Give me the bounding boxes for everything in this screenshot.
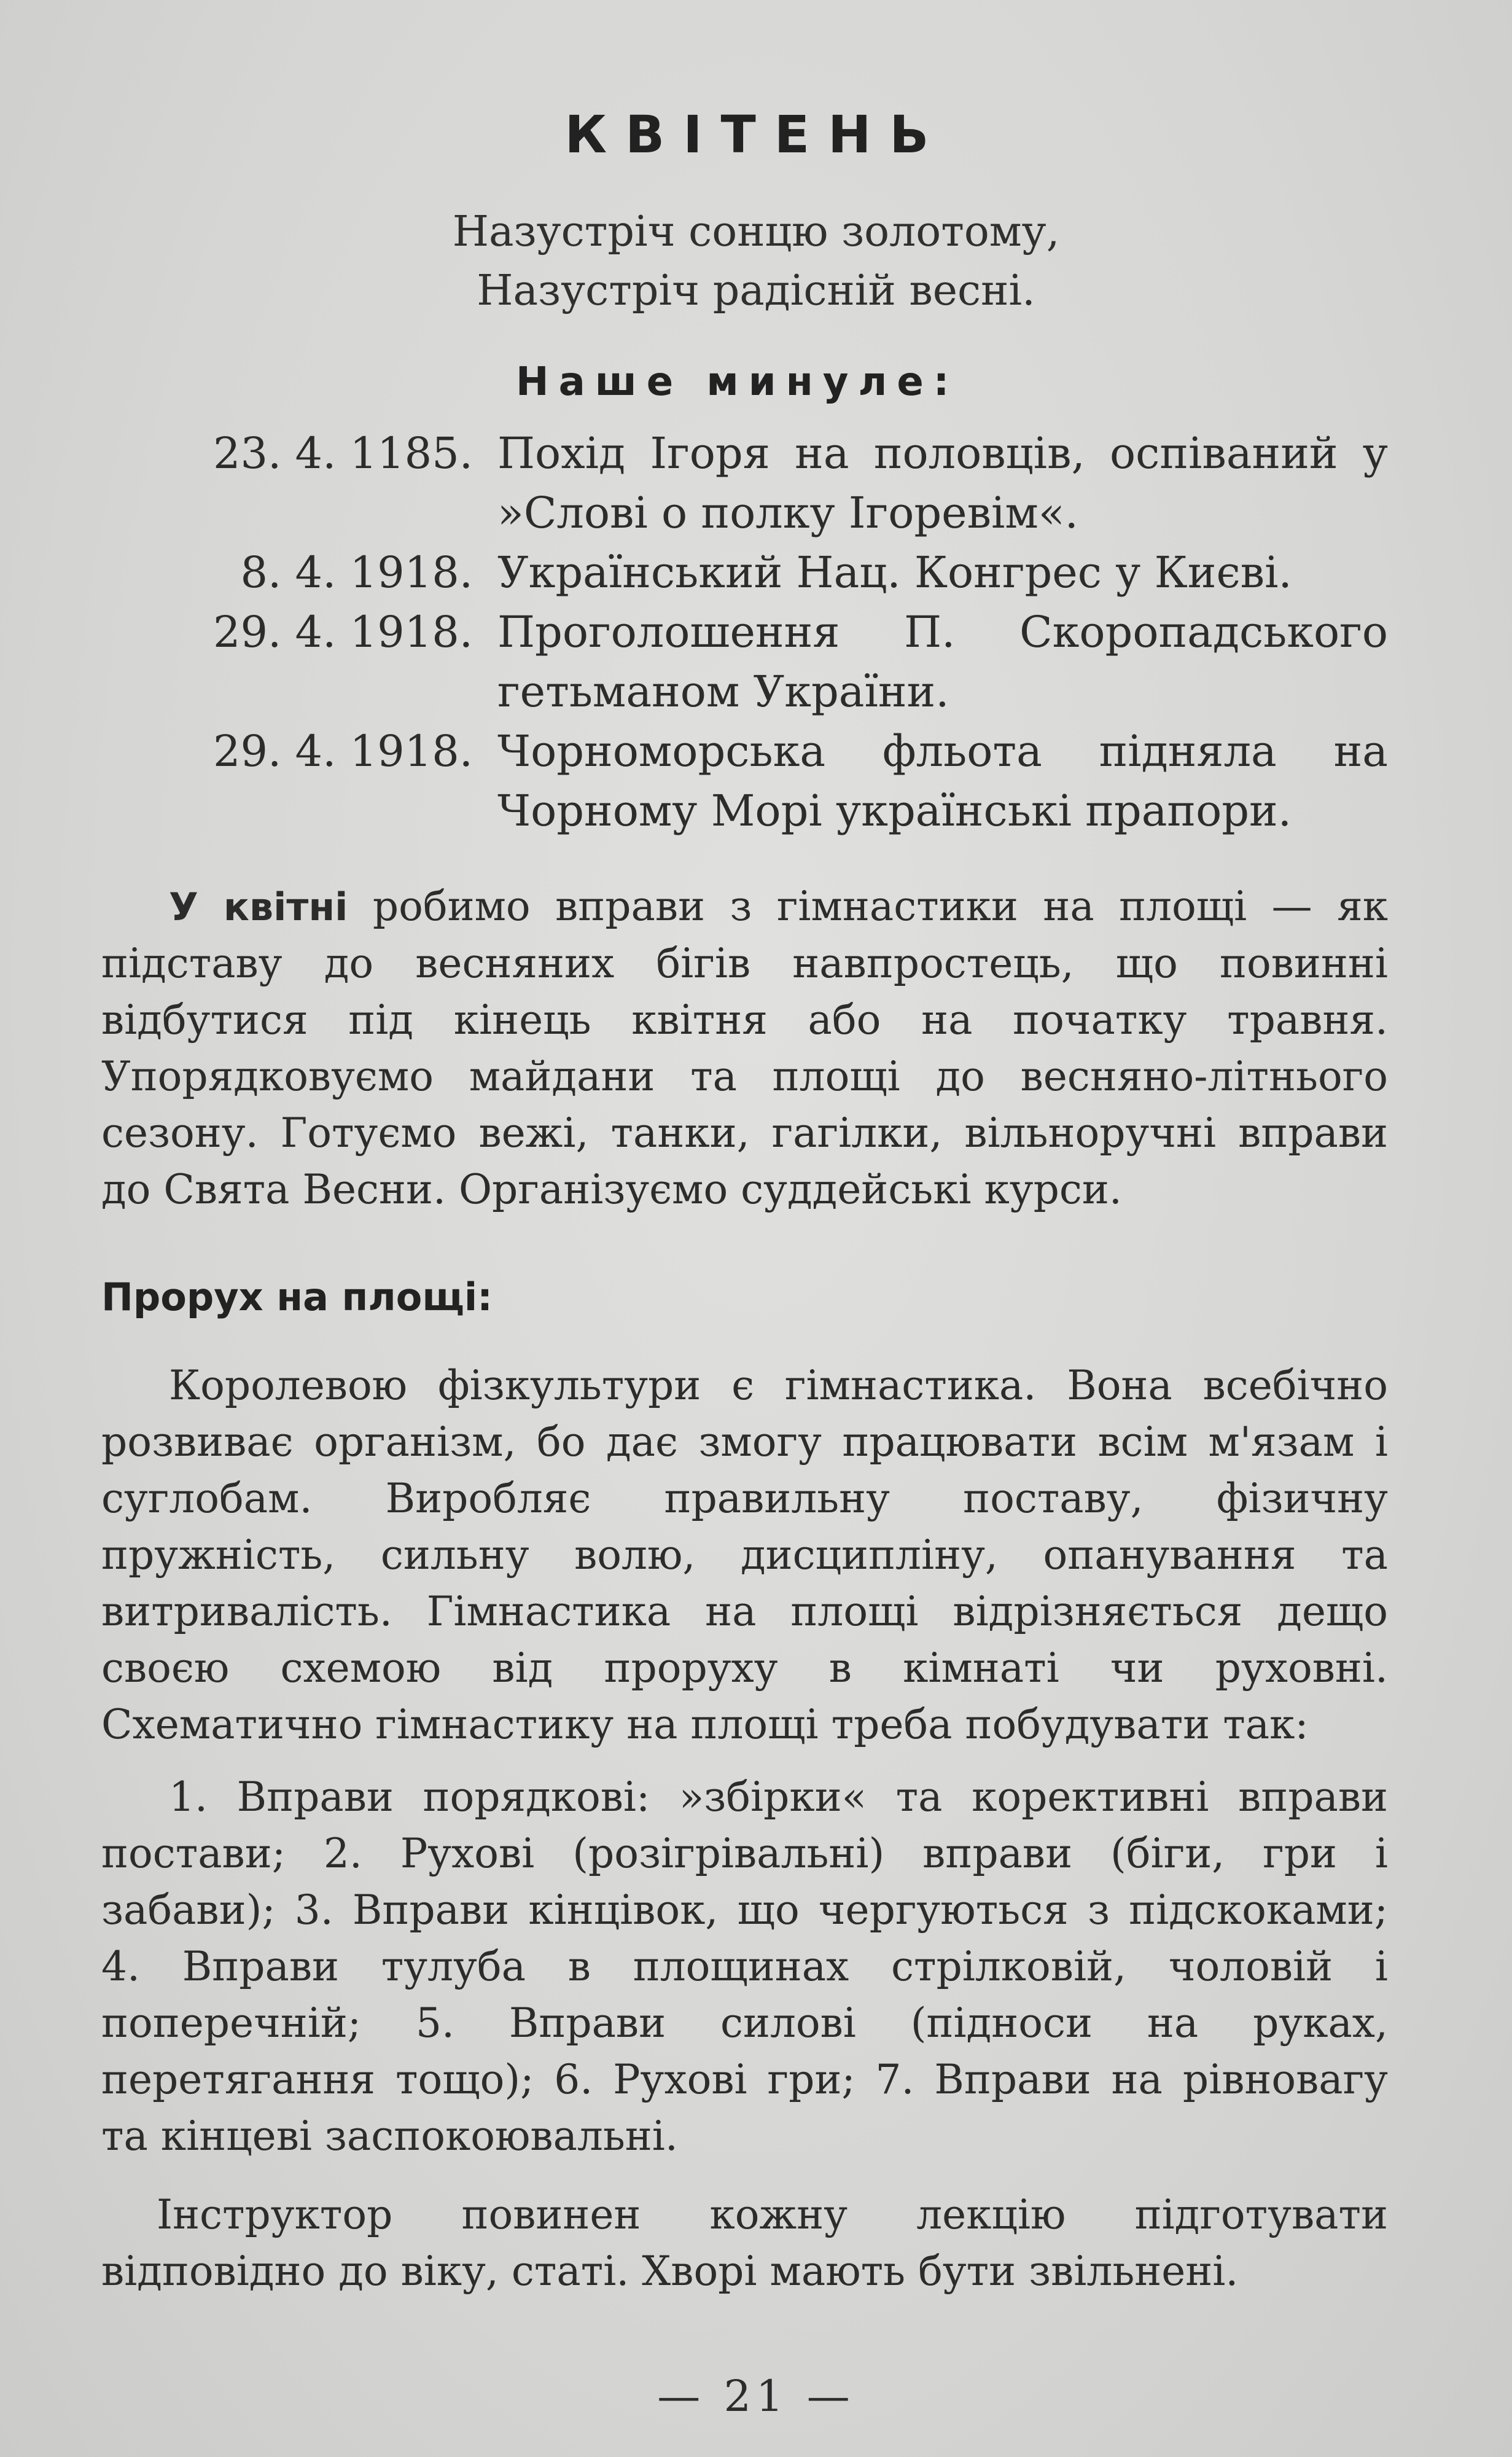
motto — [0, 203, 1512, 321]
past-heading: Наше минуле: — [516, 359, 959, 405]
event-text: Український Нац. Конгрес у Києві. — [497, 547, 1292, 598]
exercise-list-paragraph: 1. Вправи порядкові: »збірки« та корективні вправи постави; 2. Рухові (розігрівальні) вправи (біги, гри і забави); 3. Вправи кінцівок, що чергуються з підскоками; 4. Вправи тулуба в площинах стрілковій, чоловій і поперечній; 5. Вправи силові (підноси на руках, перетягання тощо); 6. Рухові гри; 7. Вправи на рівновагу та кінцеві заспокоювальні. — [101, 1773, 1388, 2160]
event-date: 8. 4. 1918. — [240, 547, 473, 598]
month-title: КВІТЕНЬ — [564, 104, 948, 165]
event-item — [166, 603, 1388, 722]
event-date: 29. 4. 1918. — [212, 607, 473, 657]
april-paragraph — [101, 878, 1388, 1218]
instructor-paragraph: Інструктор повинен кожну лекцію підготувати відповідно до віку, статі. Хворі мають бути звільнені. — [101, 2191, 1388, 2295]
section-heading: Прорух на площі: — [101, 1275, 493, 1319]
event-date: 23. 4. 1185. — [212, 428, 473, 479]
event-item — [166, 424, 1388, 543]
april-text: робимо вправи з гімнастики на площі — як підставу до весняних бігів навпростець, що повинні відбутися під кінець квітня або на початку травня. Упорядковуємо майдани та площі до весняно-літнього сезону. Готуємо вежі, танки, гагілки, вільноручні вправи до Свята Весни. Організуємо суддейські курси. — [101, 883, 1388, 1213]
event-item — [166, 543, 1388, 603]
april-lead: У квітні — [169, 885, 348, 929]
event-item — [166, 722, 1388, 841]
event-date: 29. 4. 1918. — [212, 726, 473, 776]
gymnastics-paragraph: Королевою фізкультури є гімнастика. Вона всебічно розвиває організм, бо дає змогу працювати всім м'язам і суглобам. Виробляє правильну поставу, фізичну пружність, сильну волю, дисципліну, опанування та витривалість. Гімнастика на площі відрізняється дещо своєю схемою від проруху в кімнаті чи руховні. Схематично гімнастику на площі треба побудувати так: — [101, 1362, 1388, 1748]
event-text: Чорноморська фльота підняла на Чорному Морі українські прапори. — [497, 726, 1388, 836]
page-number: — 21 — — [657, 2371, 855, 2421]
motto-line-2: Назустріч радісній весні. — [477, 267, 1035, 315]
event-text: Похід Ігоря на половців, оспіваний у »Слові о полку Ігоревім«. — [497, 428, 1388, 538]
events-list — [166, 424, 1388, 841]
motto-line-1: Назустріч сонцю золотому, — [452, 208, 1060, 256]
event-text: Проголошення П. Скоропадського гетьманом України. — [497, 607, 1388, 717]
